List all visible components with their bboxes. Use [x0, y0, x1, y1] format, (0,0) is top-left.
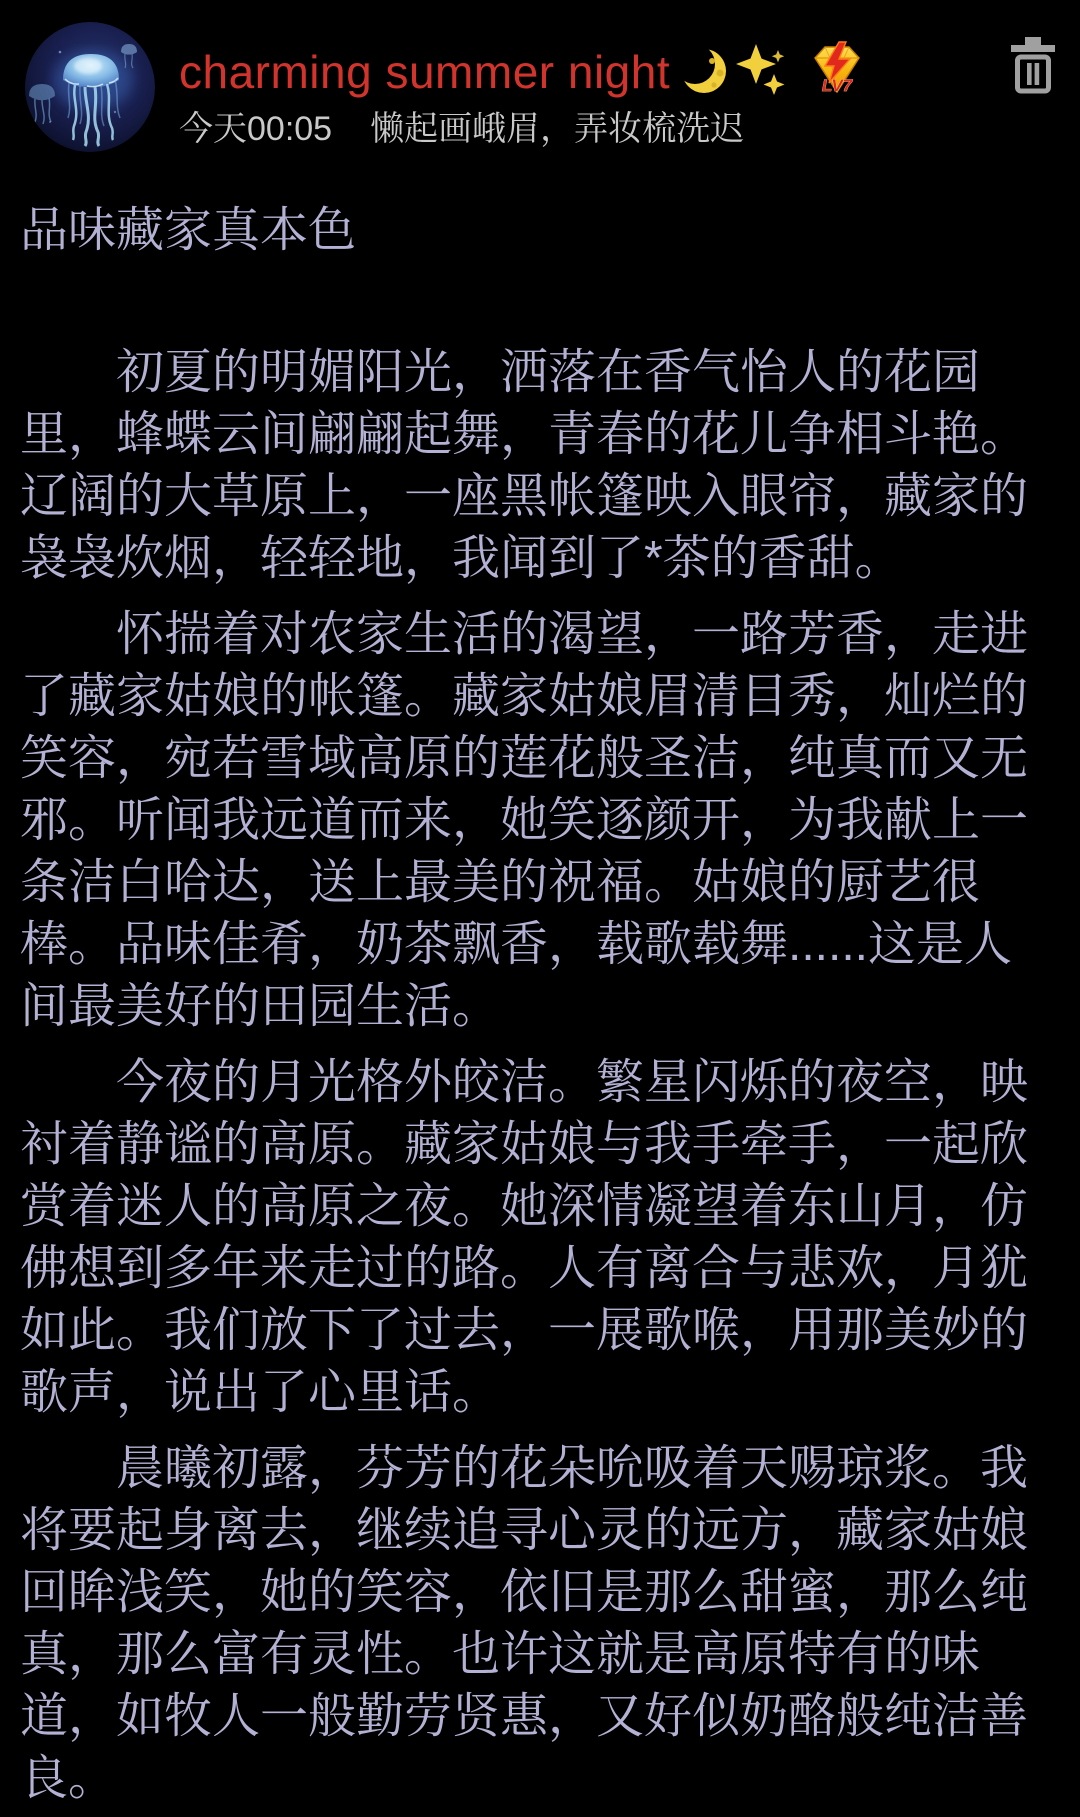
username[interactable]: charming summer night — [179, 46, 671, 98]
body-line: 笑容，宛若雪域高原的莲花般圣洁，纯真而又无 — [20, 732, 1029, 785]
body-paragraph — [20, 604, 1060, 1038]
name-row — [179, 42, 868, 102]
body-line: 良。 — [20, 1752, 117, 1805]
body-paragraph — [20, 342, 1060, 590]
body-line: 初夏的明媚阳光，洒落在香气怡人的花园 — [20, 346, 981, 399]
body-line: 今夜的月光格外皎洁。繁星闪烁的夜空，映 — [20, 1056, 1029, 1109]
body-line: 真，那么富有灵性。也许这就是高原特有的味 — [20, 1628, 981, 1681]
jellyfish-avatar-image — [25, 22, 155, 152]
post-title: 品味藏家真本色 — [20, 204, 357, 257]
body-line: 棒。品味佳肴，奶茶飘香，载歌载舞......这是人 — [20, 918, 1013, 971]
body-line: 晨曦初露，芬芳的花朵吮吸着天赐琼浆。我 — [20, 1442, 1029, 1495]
lv7-level-badge[interactable] — [806, 40, 868, 105]
meta-row — [179, 108, 868, 150]
body-line: 如此。我们放下了过去，一展歌喉，用那美妙的 — [20, 1304, 1029, 1357]
body-line: 歌声，说出了心里话。 — [20, 1366, 501, 1419]
body-line: 怀揣着对农家生活的渴望，一路芳香，走进 — [20, 608, 1029, 661]
sparkles-icon — [736, 42, 786, 103]
body-line: 衬着静谧的高原。藏家姑娘与我手牵手，一起欣 — [20, 1118, 1029, 1171]
post-article — [0, 200, 1080, 1810]
badge-label: LV7 — [822, 75, 853, 95]
body-paragraph — [20, 1438, 1060, 1810]
body-line: 辽阔的大草原上，一座黑帐篷映入眼帘，藏家的 — [20, 470, 1029, 523]
body-line: 袅袅炊烟，轻轻地，我闻到了*茶的香甜。 — [20, 532, 903, 585]
post-header — [0, 0, 1080, 152]
body-line: 回眸浅笑，她的笑容，依旧是那么甜蜜，那么纯 — [20, 1566, 1029, 1619]
body-line: 里，蜂蝶云间翩翩起舞，青春的花儿争相斗艳。 — [20, 408, 1029, 461]
body-line: 将要起身离去，继续追寻心灵的远方，藏家姑娘 — [20, 1504, 1029, 1557]
header-text — [179, 42, 868, 150]
delete-button[interactable] — [1010, 36, 1056, 94]
crescent-moon-icon — [676, 43, 730, 102]
body-line: 邪。听闻我远道而来，她笑逐颜开，为我献上一 — [20, 794, 1029, 847]
post-time: 今天00:05 — [179, 110, 333, 148]
body-line: 条洁白哈达，送上最美的祝福。姑娘的厨艺很 — [20, 856, 981, 909]
body-line: 佛想到多年来走过的路。人有离合与悲欢，月犹 — [20, 1242, 1029, 1295]
avatar[interactable] — [25, 22, 155, 152]
trash-icon — [1010, 36, 1056, 94]
body-line: 间最美好的田园生活。 — [20, 980, 501, 1033]
body-line: 赏着迷人的高原之夜。她深情凝望着东山月，仿 — [20, 1180, 1029, 1233]
post-status: 懒起画峨眉，弄妆梳洗迟 — [370, 110, 745, 148]
body-line: 道，如牧人一般勤劳贤惠，又好似奶酪般纯洁善 — [20, 1690, 1029, 1743]
post-body — [20, 342, 1060, 1810]
body-line: 了藏家姑娘的帐篷。藏家姑娘眉清目秀，灿烂的 — [20, 670, 1029, 723]
body-paragraph — [20, 1052, 1060, 1424]
